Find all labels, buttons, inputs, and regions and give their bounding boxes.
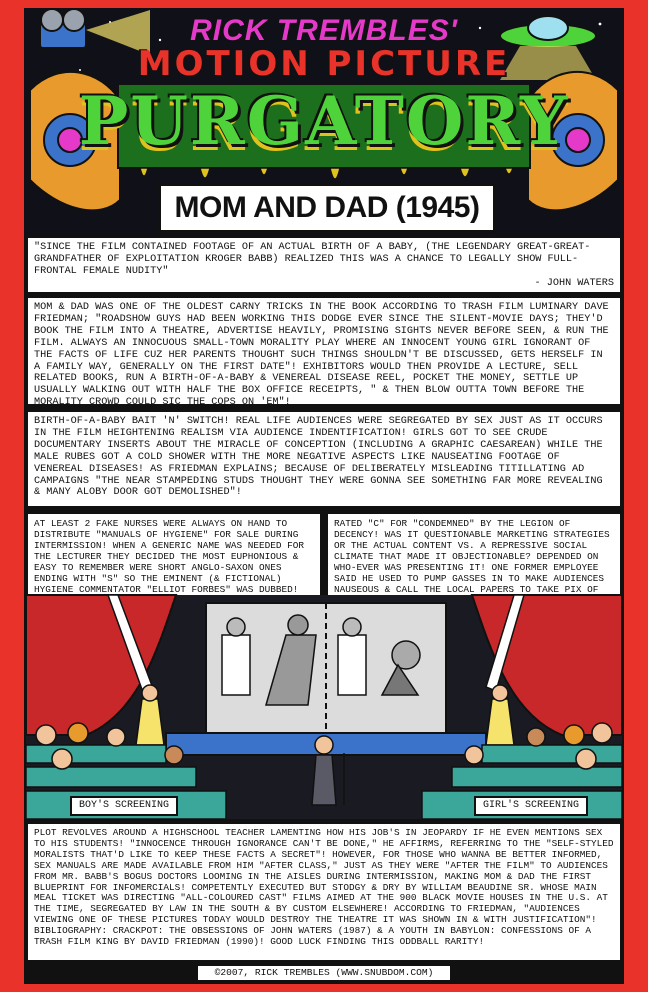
film-title-box (158, 183, 496, 233)
boys-screening-caption: BOY'S SCREENING (70, 796, 178, 816)
masthead-subtitle: MOTION PICTURE (137, 44, 511, 84)
quote-text: "SINCE THE FILM CONTAINED FOOTAGE OF AN ACTUAL BIRTH OF A BABY, (THE LEGENDARY GREAT-GREAT-GRANDFATHER OF EXPLOITATION KROGER BABB) REALIZED THIS WAS A CHANCE TO LEGALLY SHOW FULL-FRONTAL FEMALE NUDITY" (34, 242, 591, 277)
bait-panel (26, 410, 622, 508)
girls-screening-caption: GIRL'S SCREENING (474, 796, 588, 816)
masthead-title: PURGATORY (78, 82, 570, 160)
quote-panel (26, 236, 622, 294)
copyright-notice: ©2007, RICK TREMBLES (WWW.SNUBDOM.COM) (196, 964, 452, 982)
movie-screen (206, 603, 446, 733)
theater-scene (26, 595, 622, 819)
film-title: MOM AND DAD (1945) (174, 191, 480, 224)
nurses-text: AT LEAST 2 FAKE NURSES WERE ALWAYS ON HAND TO DISTRIBUTE "MANUALS OF HYGIENE" FOR SALE DURING INTERMISSION! WHEN A GENERIC NAME WAS NEEDED FOR THE LECTURER THEY DECIDED THE MOST EUPHONIOUS & EASY TO REMEMBER WERE SHORT ANGLO-SAXON ONES ENDING WITH "S" SO THE EMINENT (& FICTIONAL) HYGIENE COMMENTATOR "ELLIOT FORBES" WAS DUBBED! (34, 518, 305, 595)
plot-text: PLOT REVOLVES AROUND A HIGHSCHOOL TEACHER LAMENTING HOW HIS JOB'S IN JEOPARDY IF HE EVEN MENTIONS SEX TO HIS STUDENTS! "INNOCENCE THROUGH IGNORANCE CAN'T BE DONE," HE AFFIRMS, REFERRING TO THE "SELF-STYLED MORALISTS THAT'D LIKE TO KEEP THESE FACTS A SECRET"! HOWEVER, FOR THOSE WHO WANNA BE BETTER INFORMED, SEX MANUALS ARE MADE AVAILABLE FROM HIM "AFTER CLASS," JUST AS THEY WERE "AFTER THE FILM" TO AUDIENCES FROM MR. BABB'S BOGUS DOCTORS LOOMING IN THE AISLES DURING INTERMISSION, MAKING MOM & DAD THE FIRST BLUEPRINT FOR INFOMERCIALS! COMPETENTLY EXECUTED BUT STODGY & DRY BY WILLIAM BEAUDINE SR. WHOSE MAIN MEAL TICKET WAS DIRECTING "ALL-COLOURED CAST" FILMS AIMED AT THE 900 BLACK MOVIE HOUSES IN THE U.S. AT THE TIME, SEGREGATED BY LAW IN THE SOUTH & BY CUSTOM ELSEWHERE! ACCORDING TO FRIEDMAN, "AUDIENCES VIEWING ONE OF THESE PICTURES TODAY WOULD DESTROY THE THEATRE IT WAS SHOWN IN & WITH JUSTIFICATION"! BIBLIOGRAPHY: CRACKPOT: THE OBSESSIONS OF JOHN WATERS (1987) & A YOUTH IN BABYLON: CONFESSIONS OF A TRASH FILM KING BY DAVID FRIEDMAN (1990)! GOOD LUCK FINDING THIS ODDBALL RARITY! (34, 827, 614, 948)
rated-text: RATED "C" FOR "CONDEMNED" BY THE LEGION OF DECENCY! WAS IT QUESTIONABLE MARKETING STRATEGIES OR THE ACTUAL CONTENT VS. A REPRESSIVE SOCIAL CLIMATE THAT MADE IT OBJECTIONABLE? DEPENDED ON WHO-EVER WAS PRESENTING IT! ONE FORMER EMPLOYEE SAID HE USED TO PUMP GASSES IN TO MAKE AUDIENCES NAUSEOUS & CALL THE LOCAL PAPERS TO TAKE PIX OF (334, 518, 610, 595)
bait-text: BIRTH-OF-A-BABY BAIT 'N' SWITCH! REAL LIFE AUDIENCES WERE SEGREGATED BY SEX JUST AS IT OCCURS IN THE FILM HEIGHTENING REALISM VIA AUDIENCE INDENTIFICATION! GIRLS GOT TO SEE CRUDE DOCUMENTARY INSERTS ABOUT THE MIRACLE OF CONCEPTION (INCLUDING A GRAPHIC CAESAREAN) WHILE THE MALE RUBES GOT A COLD SHOWER WITH THE MORE NEGATIVE ASPECTS LIKE NAUSEATING FOOTAGE OF VENEREAL DISEASES! AS FRIEDMAN EXPLAINS; BECAUSE OF DELIBERATELY MISLEADING TITILLATING AD CAMPAIGNS "THE NEAR STAMPEDING STUDS THOUGHT THEY WERE GONNA SEE SOMETHING FAR MORE REVEALING & MANY ALOBY DOOR GOT DEMOLISHED"! (34, 416, 603, 499)
intro-text: MOM & DAD WAS ONE OF THE OLDEST CARNY TRICKS IN THE BOOK ACCORDING TO TRASH FILM LUMINARY DAVE FRIEDMAN; "ROADSHOW GUYS HAD BEEN WORKING THIS DODGE EVER SINCE THE SILENT-MOVIE DAYS; THEY'D BOOK THE FILM INTO A THEATRE, ADVERTISE HEAVILY, PROMISING SIGHTS NEVER BEFORE SEEN, & RUN THE FILM. ALWAYS AN INNOCUOUS SMALL-TOWN MORALITY PLAY WHERE AN INNOCENT YOUNG GIRL IGNORANT OF THE FACTS OF LIFE CUZ HER PARENTS THOUGHT SUCH THINGS SHOULDN'T BE DISCUSSED, GETS HERSELF IN A FAMILY WAY, GENERALLY ON THE FIRST DATE"! EXHIBITORS WOULD THEN PROVIDE A LECTURE, SELL RELATED BOOKS, RUN A BIRTH-OF-A-BABY & VENEREAL DISEASE REEL, POCKET THE MONEY, SETTLE UP USUALLY WALKING OUT WITH HALF THE BOX OFFICE RECEIPTS, " & THEN BLOW OUTTA TOWN BEFORE THE MORALITY CROWD COULD SIC THE COPS ON 'EM"! (34, 302, 609, 409)
plot-panel (26, 822, 622, 962)
intro-panel (26, 296, 622, 409)
quote-attribution: - JOHN WATERS (534, 277, 614, 289)
masthead-author: RICK TREMBLES' (190, 14, 458, 47)
